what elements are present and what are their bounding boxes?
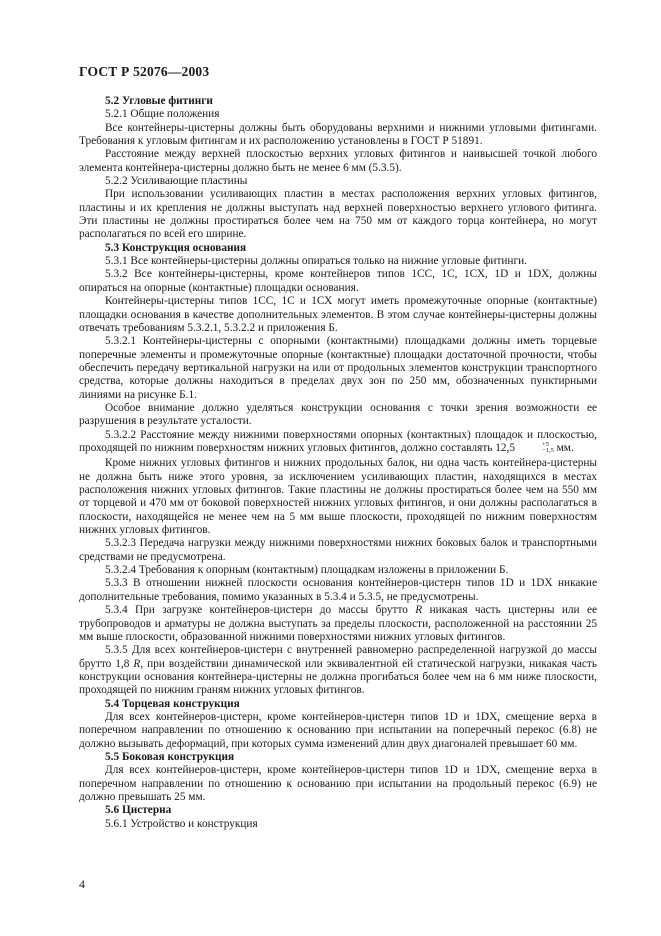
- section-heading-5-5: 5.5 Боковая конструкция: [105, 750, 235, 763]
- section-heading-5-2: 5.2 Угловые фитинги: [105, 95, 213, 107]
- tolerance-unit: мм.: [553, 442, 574, 455]
- paragraph-text: 5.3.4 При загрузке контейнеров-цистерн до массы брутто: [105, 604, 416, 617]
- paragraph: Для всех контейнеров-цистерн, кроме контейнеров-цистерн типов 1D и 1DX, смещение верха в поперечном направлении по отношению к основанию при испытании на поперечный перекос (6.8) не должно вызывать деформаций, при которых сумма изменений длин двух диагоналей превышает 60 мм.: [79, 710, 597, 750]
- page-number: 4: [79, 877, 85, 891]
- paragraph: 5.3.1 Все контейнеры-цистерны должны опираться только на нижние угловые фитинги.: [105, 255, 527, 268]
- tolerance-value: 12,5: [495, 442, 516, 455]
- document-header: ГОСТ Р 52076—2003: [79, 64, 210, 79]
- paragraph: 5.3.3 В отношении нижней плоскости основания контейнеров-цистерн типов 1D и 1DX никакие дополнительные требования, помимо указанных в 5.3.4 и 5.3.5, не предусмотрены.: [79, 577, 597, 603]
- section-heading-5-6: 5.6 Цистерна: [105, 804, 172, 817]
- tolerance-limits: [516, 442, 554, 455]
- paragraph: Для всех контейнеров-цистерн, кроме контейнеров-цистерн типов 1D и 1DX, смещение верха в поперечном направлении по отношению к основанию при испытании на продольный перекос (6.9) не должно превышать 25 мм.: [79, 764, 597, 803]
- subsection-heading-5-2-1: 5.2.1 Общие положения: [105, 108, 220, 121]
- tolerance-upper: +5: [542, 440, 549, 448]
- mass-variable: R: [415, 604, 423, 617]
- paragraph-text: , при воздействии динамической или эквивалентной ей статической нагрузки, никакая часть конструкции основания контейнера-цистерны не должна прогибаться более чем на 6 мм ниже плоскости, проходящей по нижним граням нижних угловых фитингов.: [79, 657, 597, 697]
- paragraph: 5.3.2 Все контейнеры-цистерны, кроме контейнеров типов 1СС, 1С, 1СХ, 1D и 1DX, должны опираться на опорные (контактные) площадки основания.: [79, 268, 597, 294]
- paragraph: 5.3.2.3 Передача нагрузки между нижними поверхностями нижних боковых балок и транспортными средствами не предусмотрена.: [79, 537, 597, 563]
- mass-variable: R: [133, 657, 141, 670]
- paragraph: Расстояние между верхней плоскостью верхних угловых фитингов и наивысшей точкой любого элемента контейнера-цистерны должно быть не менее 6 мм (5.3.5).: [79, 148, 597, 174]
- paragraph: Контейнеры-цистерны типов 1СС, 1С и 1СХ могут иметь промежуточные опорные (контактные) площадки основания в качестве дополнительных элементов. В этом случае контейнеры-цистерны должны отвечать требованиям 5.3.2.1, 5.3.2.2 и приложения Б.: [79, 295, 597, 334]
- paragraph-text: никакая часть цистерны или ее трубопроводов и арматуры не должна выступать за пределы плоскости, расположенной на расстоянии 25 мм выше плоскости, образованной нижними поверхностями нижних угловых фитингов.: [79, 604, 597, 643]
- paragraph-text: 5.3.2.2 Расстояние между нижними поверхностями опорных (контактных) площадок и плоскостью, проходящей по нижним поверхностям нижних угловых фитингов, должно составлять: [79, 428, 597, 455]
- paragraph: Все контейнеры-цистерны должны быть оборудованы верхними и нижними угловыми фитингами. Требования к угловым фитингам и их расположению установлены в ГОСТ Р 51891.: [79, 121, 597, 148]
- section-heading-5-3: 5.3 Конструкция основания: [105, 241, 247, 254]
- subsection-heading-5-6-1: 5.6.1 Устройство и конструкция: [105, 817, 258, 830]
- section-heading-5-4: 5.4 Торцевая конструкция: [105, 697, 240, 710]
- paragraph: При использовании усиливающих пластин в местах расположения верхних угловых фитингов, пластины и их крепления не должны выступать над верхней поверхностью верхнего углового фитинга. Эти пластины не должны простираться более чем на 750 мм от каждого торца контейнера, но могут располагаться по всей его ширине.: [79, 188, 597, 241]
- paragraph-with-tolerance: [79, 429, 597, 456]
- paragraph: Кроме нижних угловых фитингов и нижних продольных балок, ни одна часть контейнера-цистерны не должна быть ниже этого уровня, за исключением усиливающих пластин, находящихся в местах расположения нижних угловых фитингов. Такие пластины не должны простираться более чем на 550 мм от торцевой и 470 мм от боковой поверхностей нижних угловых фитингов, и они должны располагаться в плоскости, находящейся не менее чем на 5 мм выше плоскости, проходящей по нижним поверхностям нижних угловых фитингов.: [79, 457, 597, 537]
- tolerance-lower: −1,5: [542, 447, 554, 455]
- paragraph: [79, 604, 597, 644]
- paragraph: [79, 644, 597, 697]
- paragraph: Особое внимание должно уделяться конструкции основания с точки зрения возможности ее разрушения в результате усталости.: [79, 401, 597, 428]
- subsection-heading-5-2-2: 5.2.2 Усиливающие пластины: [105, 175, 248, 188]
- document-body: [79, 95, 597, 831]
- paragraph: 5.3.2.1 Контейнеры-цистерны с опорными (контактными) площадками должны иметь торцевые поперечные элементы и промежуточные опорные (контактные) площадки достаточной прочности, чтобы обеспечить передачу вертикальной нагрузки на или от продольных элементов конструкции транспортного средства, которые должны находиться в пределах двух зон по 250 мм, обозначенных пунктирными линиями на рисунке Б.1.: [79, 335, 597, 401]
- paragraph-text: 5.3.5 Для всех контейнеров-цистерн с внутренней равномерно распределенной нагрузкой до массы брутто 1,8: [79, 644, 597, 670]
- paragraph: 5.3.2.4 Требования к опорным (контактным) площадкам изложены в приложении Б.: [105, 564, 509, 577]
